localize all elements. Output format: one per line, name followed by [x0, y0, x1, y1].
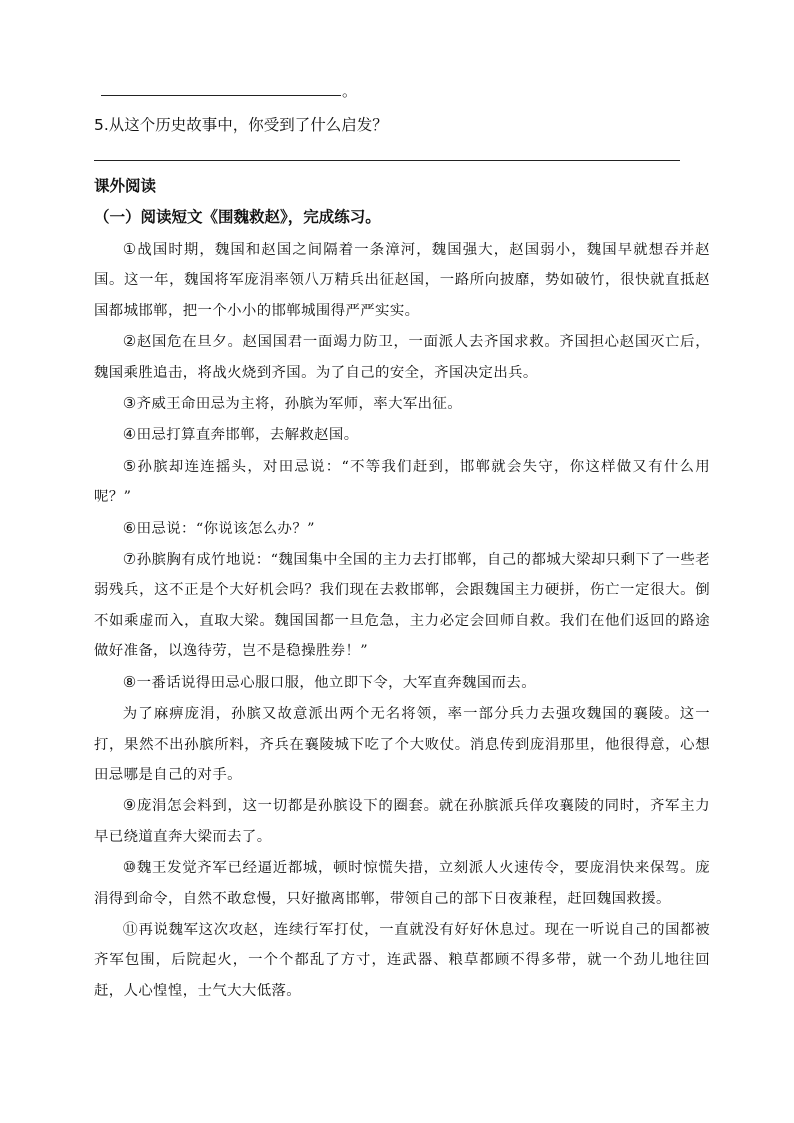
- fill-in-period: 。: [342, 82, 358, 100]
- paragraph-text: 再说魏军这次攻赵，连续行军打仗，一直就没有好好休息过。现在一听说自己的国都被齐军包围，后院起火，一个个都乱了方寸，连武器、粮草都顾不得多带，就一个劲儿地往回赶，人心惶惶，士气大大低落。: [94, 921, 711, 999]
- fill-in-blank-line[interactable]: [101, 95, 341, 96]
- paragraph-number: ⑪: [122, 919, 139, 938]
- paragraph-number: ②: [122, 332, 137, 351]
- paragraph-number: ⑤: [122, 456, 138, 475]
- paragraph-7: [94, 544, 710, 667]
- paragraph-text: 田忌说：“你说该怎么办？”: [136, 520, 315, 537]
- paragraph-3: [94, 388, 710, 419]
- answer-line-q5[interactable]: [94, 160, 680, 161]
- reading-instruction: （一）阅读短文《围魏救赵》，完成练习。: [94, 208, 381, 226]
- paragraph-text: 赵国危在旦夕。赵国国君一面竭力防卫，一面派人去齐国求救。齐国担心赵国灭亡后，魏国乘胜追击，将战火烧到齐国。为了自己的安全，齐国决定出兵。: [94, 334, 710, 381]
- paragraph-number: ③: [122, 394, 137, 413]
- paragraph-number: ⑩: [122, 858, 137, 877]
- paragraph-6: [94, 513, 710, 544]
- paragraph-4: [94, 419, 710, 450]
- paragraph-5: [94, 451, 710, 513]
- paragraph-text: 齐威王命田忌为主将，孙膑为军师，率大军出征。: [136, 396, 463, 413]
- paragraph-text: 魏王发觉齐军已经逼近都城，顿时惊慌失措，立刻派人火速传令，要庞涓快来保驾。庞涓得到命令，自然不敢怠慢，只好撤离邯郸，带领自己的部下日夜兼程，赶回魏国救援。: [94, 860, 710, 907]
- paragraph-text: 战国时期，魏国和赵国之间隔着一条漳河，魏国强大，赵国弱小，魏国早就想吞并赵国。这一年，魏国将军庞涓率领八万精兵出征赵国，一路所向披靡，势如破竹，很快就直抵赵国都城邯郸，把一个小小的邯郸城围得严严实实。: [94, 242, 710, 319]
- paragraph-11: [94, 914, 710, 1006]
- paragraph-number: ①: [122, 240, 138, 258]
- section-title: 课外阅读: [94, 177, 157, 195]
- question-5: 5.从这个历史故事中，你受到了什么启发？: [94, 116, 388, 134]
- paragraph-8: [94, 667, 710, 698]
- paragraph-10: [94, 852, 710, 914]
- paragraph-text: 一番话说得田忌心服口服，他立即下令，大军直奔魏国而去。: [136, 674, 537, 691]
- paragraph-unnumbered: [94, 698, 710, 790]
- paragraph-number: ⑧: [122, 672, 137, 691]
- paragraph-number: ⑦: [122, 550, 137, 569]
- paragraph-1: [94, 234, 710, 326]
- paragraph-number: ⑥: [122, 518, 137, 537]
- paragraph-text: 孙膑胸有成竹地说：“魏国集中全国的主力去打邯郸，自己的都城大梁却只剩下了一些老弱残兵，这不正是个大好机会吗？我们现在去救邯郸，会跟魏国主力硬拼，伤亡一定很大。倒不如乘虚而入，直取大梁。魏国国都一旦危急，主力必定会回师自救。我们在他们返回的路途做好准备，以逸待劳，岂不是稳操胜券！”: [94, 552, 710, 660]
- paragraph-text: 田忌打算直奔邯郸，去解救赵国。: [136, 427, 359, 444]
- paragraph-text: 为了麻痹庞涓，孙膑又故意派出两个无名将领，率一部分兵力去强攻魏国的襄陵。这一打，果然不出孙膑所料，齐兵在襄陵城下吃了个大败仗。消息传到庞涓那里，他很得意，心想田忌哪是自己的对手。: [94, 706, 710, 783]
- reading-passage: [94, 234, 710, 1006]
- paragraph-text: 孙膑却连连摇头，对田忌说：“不等我们赶到，邯郸就会失守，你这样做又有什么用呢？”: [94, 458, 710, 506]
- paragraph-2: [94, 326, 710, 388]
- paragraph-number: ⑨: [122, 796, 137, 815]
- paragraph-9: [94, 790, 710, 852]
- paragraph-number: ④: [122, 425, 137, 444]
- paragraph-text: 庞涓怎会料到，这一切都是孙膑设下的圈套。就在孙膑派兵佯攻襄陵的同时，齐军主力早已绕道直奔大梁而去了。: [94, 798, 710, 845]
